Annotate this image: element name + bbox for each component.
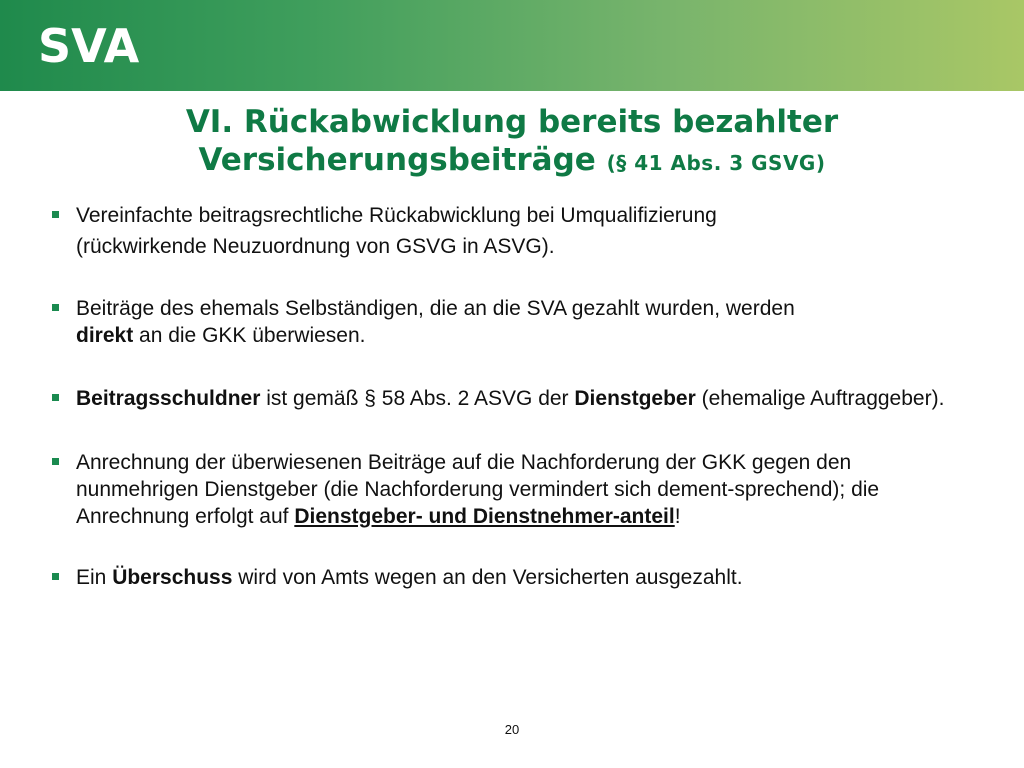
title-line-2 (0, 141, 1024, 182)
title-reference: (§ 41 Abs. 3 GSVG) (606, 151, 826, 175)
bullet-item: Vereinfachte beitragsrechtliche Rückabwicklung bei Umqualifizierung (rückwirkende Neuzuordnung von GSVG in ASVG). (52, 200, 972, 262)
bullet-item: Beitragsschuldner ist gemäß § 58 Abs. 2 ASVG der Dienstgeber (ehemalige Auftraggeber). (52, 385, 972, 412)
title-main: Versicherungsbeiträge (198, 142, 596, 178)
bullet-square-icon (52, 573, 59, 580)
bullet-square-icon (52, 394, 59, 401)
bullet-item: Anrechnung der überwiesenen Beiträge auf die Nachforderung der GKK gegen den nunmehrigen Dienstgeber (die Nachforderung vermindert sich dement-sprechend); die Anrechnung erfolgt auf Dienstgeber- und Dienstnehmer-anteil! (52, 449, 972, 530)
bullet-item: Beiträge des ehemals Selbständigen, die an die SVA gezahlt wurden, werden direkt an die GKK überwiesen. (52, 295, 972, 349)
svg-text:SVA: SVA (38, 22, 140, 68)
bullet-square-icon (52, 458, 59, 465)
bullet-square-icon (52, 211, 59, 218)
title-line-1: VI. Rückabwicklung bereits bezahlter (185, 104, 839, 140)
sva-logo (38, 22, 178, 68)
bullet-item: Ein Überschuss wird von Amts wegen an den Versicherten ausgezahlt. (52, 564, 972, 591)
bullet-square-icon (52, 304, 59, 311)
bullet-list (52, 200, 972, 591)
slide-title (0, 103, 1024, 182)
page-number: 20 (504, 722, 520, 737)
